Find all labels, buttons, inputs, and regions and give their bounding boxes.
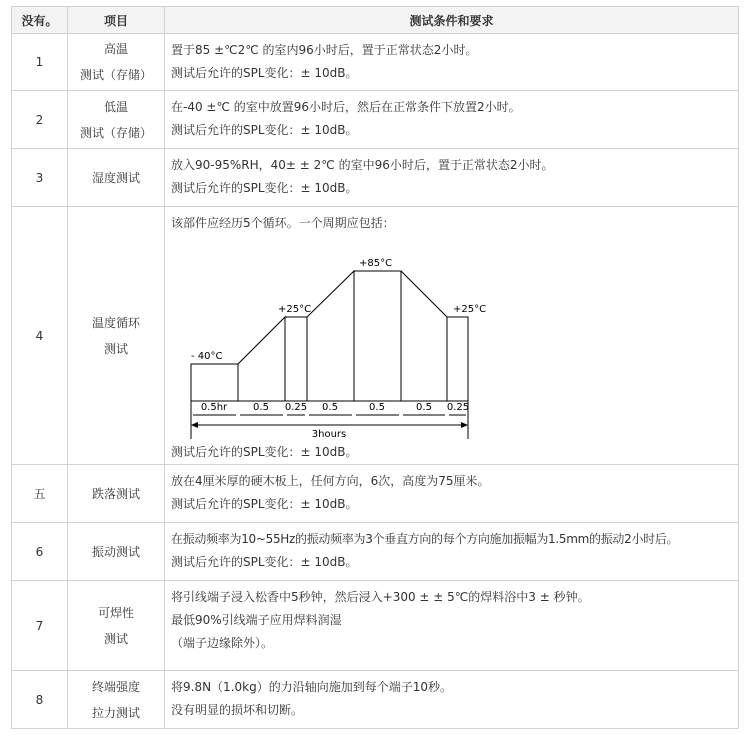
temp-label: +85°C (359, 258, 393, 269)
temp-label: - 40°C (191, 351, 223, 362)
table-row (12, 149, 739, 207)
temp-label: +25°C (278, 304, 312, 315)
segment-label: 0.25 (446, 402, 470, 413)
row-no: 4 (12, 207, 68, 465)
table-row (12, 523, 739, 581)
row-conditions: 该部件应经历5个循环。一个周期应包括： - 40°C +25°C +85°C +25°C 0.5hr 0.5 0.25 0.5 0.5 0.5 0.25 3hours 测试后允许的SPL变化：± 10dB。 (165, 207, 739, 465)
row-conditions: 放在4厘米厚的硬木板上，任何方向，6次，高度为75厘米。 测试后允许的SPL变化：± 10dB。 (165, 465, 739, 523)
row-conditions: 在振动频率为10~55Hz的振动频率为3个垂直方向的每个方向施加振幅为1.5mm的振动2小时后。 测试后允许的SPL变化：± 10dB。 (165, 523, 739, 581)
header-item: 项目 (68, 7, 165, 34)
row-conditions: 置于85 ±℃2℃ 的室内96小时后，置于正常状态2小时。 测试后允许的SPL变化：± 10dB。 (165, 34, 739, 91)
row-no: 6 (12, 523, 68, 581)
table-row (12, 207, 739, 465)
table-row (12, 581, 739, 671)
header-conditions: 测试条件和要求 (165, 7, 739, 34)
segment-label: 0.5hr (200, 402, 228, 413)
row-item: 终端强度 拉力测试 (68, 671, 165, 729)
table-row (12, 91, 739, 149)
row-conditions: 在-40 ±℃ 的室中放置96小时后，然后在正常条件下放置2小时。 测试后允许的SPL变化：± 10dB。 (165, 91, 739, 149)
row-no: 8 (12, 671, 68, 729)
row-conditions: 放入90-95%RH，40± ± 2℃ 的室中96小时后，置于正常状态2小时。 测试后允许的SPL变化：± 10dB。 (165, 149, 739, 207)
segment-label: 0.25 (284, 402, 308, 413)
table-row (12, 34, 739, 91)
ramp-up-1 (238, 317, 285, 401)
segment-label: 0.5 (322, 402, 338, 413)
row-item: 湿度测试 (68, 149, 165, 207)
table-row (12, 671, 739, 729)
row-conditions: 将引线端子浸入松香中5秒钟，然后浸入+300 ± ± 5℃的焊料浴中3 ± 秒钟。 最低90%引线端子应用焊料润湿 （端子边缘除外）。 (165, 581, 739, 671)
row-no: 7 (12, 581, 68, 671)
arrow-left-icon (191, 422, 198, 428)
segment-cold-hold (191, 364, 238, 401)
segment-label: 0.5 (369, 402, 385, 413)
cycle-svg (171, 239, 501, 439)
segment-label: 0.5 (253, 402, 269, 413)
total-duration-label: 3hours (311, 429, 347, 439)
segment-hot-hold (354, 271, 401, 401)
row-conditions: 将9.8N（1.0kg）的力沿轴向施加到每个端子10秒。 没有明显的损坏和切断。 (165, 671, 739, 729)
arrow-right-icon (461, 422, 468, 428)
temp-label: +25°C (453, 304, 487, 315)
row-no: 3 (12, 149, 68, 207)
row-no: 2 (12, 91, 68, 149)
row-item: 振动测试 (68, 523, 165, 581)
segment-label: 0.5 (416, 402, 432, 413)
segment-room-hold-1 (285, 317, 307, 401)
row-item: 跌落测试 (68, 465, 165, 523)
table-row (12, 465, 739, 523)
ramp-down (401, 271, 447, 401)
segment-room-hold-2 (447, 317, 468, 401)
ramp-up-2 (307, 271, 354, 401)
row-item: 低温 测试（存储） (68, 91, 165, 149)
header-row (12, 7, 739, 34)
row-no: 五 (12, 465, 68, 523)
row-item: 高温 测试（存储） (68, 34, 165, 91)
test-spec-table (11, 6, 739, 729)
header-no: 没有。 (12, 7, 68, 34)
row-item: 可焊性 测试 (68, 581, 165, 671)
temperature-cycle-diagram (171, 239, 501, 439)
row-item: 温度循环 测试 (68, 207, 165, 465)
row-no: 1 (12, 34, 68, 91)
